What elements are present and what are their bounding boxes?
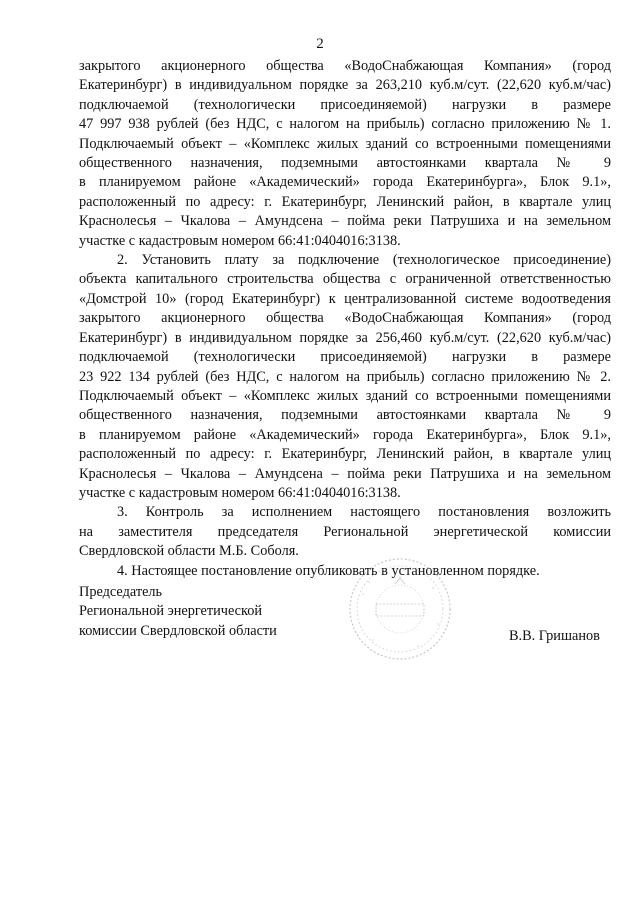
text-line: Екатеринбург) в индивидуальном порядке за 263,210 куб.м/сут. (22,620 куб.м/час) <box>79 77 611 94</box>
text-line: расположенный по адресу: г. Екатеринбург, Ленинский район, в квартале улиц <box>79 446 611 463</box>
text-line: Свердловской области М.Б. Соболя. <box>79 543 299 560</box>
signatory-title-line: комиссии Свердловской области <box>79 622 277 639</box>
text-line: подключаемой (технологически присоединяемой) нагрузки в размере <box>79 96 611 113</box>
text-line: общественного назначения, подземными автостоянками квартала № 9 <box>79 155 611 172</box>
signatory-title-line: Региональной энергетической <box>79 603 263 620</box>
text-line: Краснолесья – Чкалова – Амундсена – пойма реки Патрушиха и на земельном <box>79 213 611 230</box>
text-line: 23 922 134 рублей (без НДС, с налогом на прибыль) согласно приложению № 2. <box>79 368 611 385</box>
paragraph-2 <box>79 251 611 503</box>
text-line: общественного назначения, подземными автостоянками квартала № 9 <box>79 407 611 424</box>
text-line: закрытого акционерного общества «ВодоСнабжающая Компания» (город <box>79 310 611 327</box>
document-body <box>79 57 611 581</box>
signatory-name: В.В. Гришанов <box>509 628 600 644</box>
text-line: объекта капитального строительства общества с ограниченной ответственностью <box>79 271 611 288</box>
text-line: закрытого акционерного общества «ВодоСнабжающая Компания» (город <box>79 58 611 74</box>
text-line: 47 997 938 рублей (без НДС, с налогом на прибыль) согласно приложению № 1. <box>79 116 611 133</box>
text-line: Подключаемый объект – «Комплекс жилых зданий со встроенными помещениями <box>79 387 611 404</box>
text-line: участке с кадастровым номером 66:41:0404016:3138. <box>79 232 401 249</box>
text-line: 4. Настоящее постановление опубликовать в установленном порядке. <box>117 562 540 579</box>
paragraph-1-continuation <box>79 57 611 251</box>
text-line: в планируемом районе «Академический» города Екатеринбурга», Блок 9.1», <box>79 426 611 443</box>
text-line: подключаемой (технологически присоединяемой) нагрузки в размере <box>79 349 611 366</box>
text-line: на заместителя председателя Региональной энергетической комиссии <box>79 523 611 540</box>
text-line: «Домстрой 10» (город Екатеринбург) к централизованной системе водоотведения <box>79 290 611 307</box>
official-seal-icon <box>343 554 458 664</box>
page-number: 2 <box>316 36 324 52</box>
signatory-title <box>79 583 277 641</box>
text-line: Подключаемый объект – «Комплекс жилых зданий со встроенными помещениями <box>79 135 611 152</box>
text-line: 2. Установить плату за подключение (технологическое присоединение) <box>117 252 611 269</box>
text-line: Екатеринбург) в индивидуальном порядке за 256,460 куб.м/сут. (22,620 куб.м/час) <box>79 329 611 346</box>
text-line: в планируемом районе «Академический» города Екатеринбурга», Блок 9.1», <box>79 174 611 191</box>
text-line: Краснолесья – Чкалова – Амундсена – пойма реки Патрушиха и на земельном <box>79 465 611 482</box>
signatory-title-line: Председатель <box>79 584 163 600</box>
paragraph-3 <box>79 503 611 561</box>
text-line: расположенный по адресу: г. Екатеринбург, Ленинский район, в квартале улиц <box>79 193 611 210</box>
text-line: 3. Контроль за исполнением настоящего постановления возложить <box>117 504 611 521</box>
text-line: участке с кадастровым номером 66:41:0404016:3138. <box>79 484 401 501</box>
